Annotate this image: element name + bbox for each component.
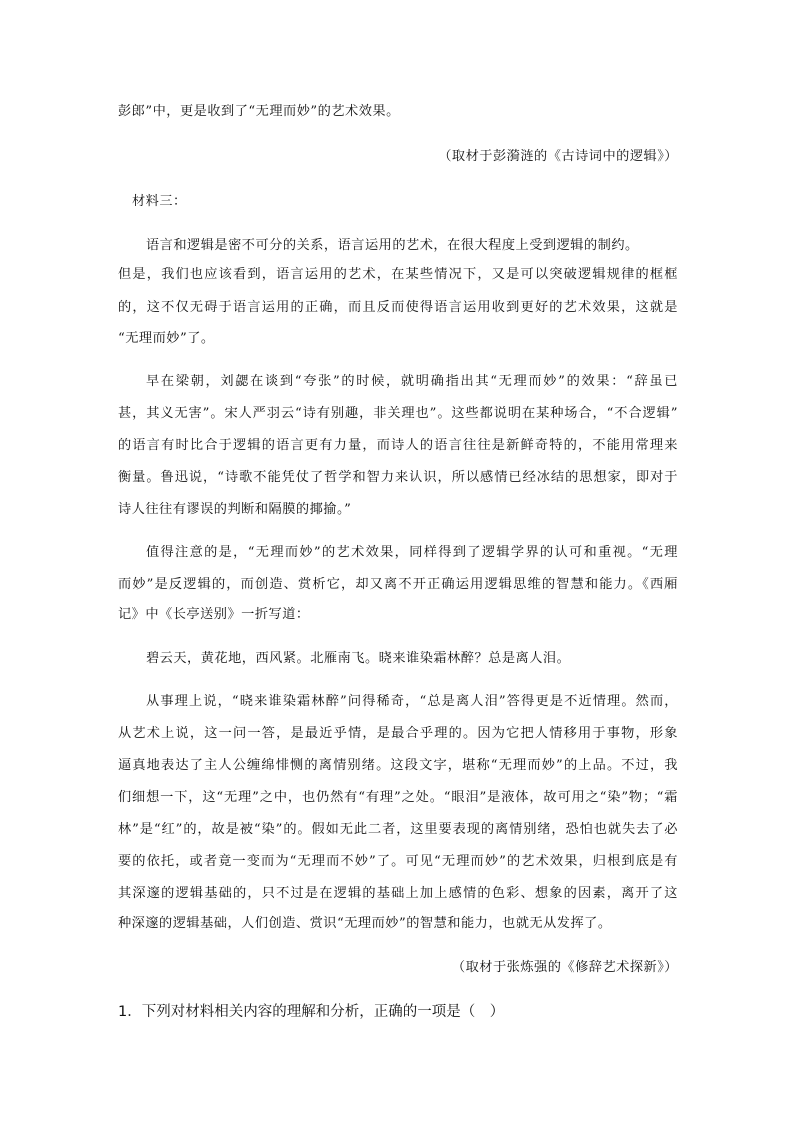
text-line: 值得注意的是，“无理而妙”的艺术效果，同样得到了逻辑学界的认可和重视。“无理 [146, 545, 678, 560]
text-line: 记》中《长亭送别》一折写道： [118, 607, 310, 622]
text-line: 诗人往往有谬误的判断和隔膜的揶揄。” [118, 502, 352, 517]
poem-line: 碧云天，黄花地，西风紧。北雁南飞。晓来谁染霜林醉？总是离人泪。 [146, 651, 571, 666]
text-line: 要的依托，或者竟一变而为“无理而不妙”了。可见“无理而妙”的艺术效果，归根到底是有 [118, 854, 678, 869]
text-line: 彭郎”中，更是收到了“无理而妙”的艺术效果。 [118, 104, 400, 119]
text-line: 语言和逻辑是密不可分的关系，语言运用的艺术，在很大程度上受到逻辑的制约。 [146, 238, 639, 253]
text-line: “无理而妙”了。 [118, 331, 215, 346]
source-citation: （取材于彭漪涟的《古诗词中的逻辑》） [438, 149, 678, 164]
text-line: 从艺术上说，这一问一答，是最近乎情，是最合乎理的。因为它把人情移用于事物，形象 [118, 726, 678, 741]
section-heading: 材料三： [132, 194, 187, 209]
text-line: 其深邃的逻辑基础的，只不过是在逻辑的基础上加上感情的色彩、想象的因素，离开了这 [118, 886, 678, 901]
text-line: 衡量。鲁迅说，“诗歌不能凭仗了哲学和智力来认识，所以感情已经冰结的思想家，即对于 [118, 470, 678, 485]
text-line: 逼真地表达了主人公缠绵悱恻的离情别绪。这段文字，堪称“无理而妙”的上品。不过，我 [118, 758, 678, 773]
text-line: 的，这不仅无碍于语言运用的正确，而且反而使得语言运用收到更好的艺术效果，这就是 [118, 300, 678, 315]
text-line: 们细想一下，这“无理”之中，也仍然有“有理”之处。“眼泪”是液体，故可用之“染”物；“霜 [118, 790, 678, 805]
text-line: 但是，我们也应该看到，语言运用的艺术，在某些情况下，又是可以突破逻辑规律的框框 [118, 267, 678, 282]
text-line: 从事理上说，“晓来谁染霜林醉”问得稀奇，“总是离人泪”答得更是不近情理。然而， [146, 694, 678, 709]
text-line: 甚，其义无害”。宋人严羽云“诗有别趣，非关理也”。这些都说明在某种场合，“不合逻辑” [118, 406, 678, 421]
question-text: 1．下列对材料相关内容的理解和分析，正确的一项是（ ） [118, 1004, 505, 1020]
source-citation: （取材于张炼强的《修辞艺术探新》） [451, 960, 678, 975]
text-line: 种深邃的逻辑基础，人们创造、赏识“无理而妙”的智慧和能力，也就无从发挥了。 [118, 916, 612, 931]
text-line: 的语言有时比合于逻辑的语言更有力量，而诗人的语言往往是新鲜奇特的，不能用常理来 [118, 438, 678, 453]
text-line: 林”是“红”的，故是被“染”的。假如无此二者，这里要表现的离情别绪，恐怕也就失去了必 [118, 822, 678, 837]
text-line: 而妙”是反逻辑的，而创造、赏析它，却又离不开正确运用逻辑思维的智慧和能力。《西厢 [118, 577, 678, 592]
text-line: 早在梁朝，刘勰在谈到“夸张”的时候，就明确指出其“无理而妙”的效果：“辞虽已 [146, 374, 678, 389]
